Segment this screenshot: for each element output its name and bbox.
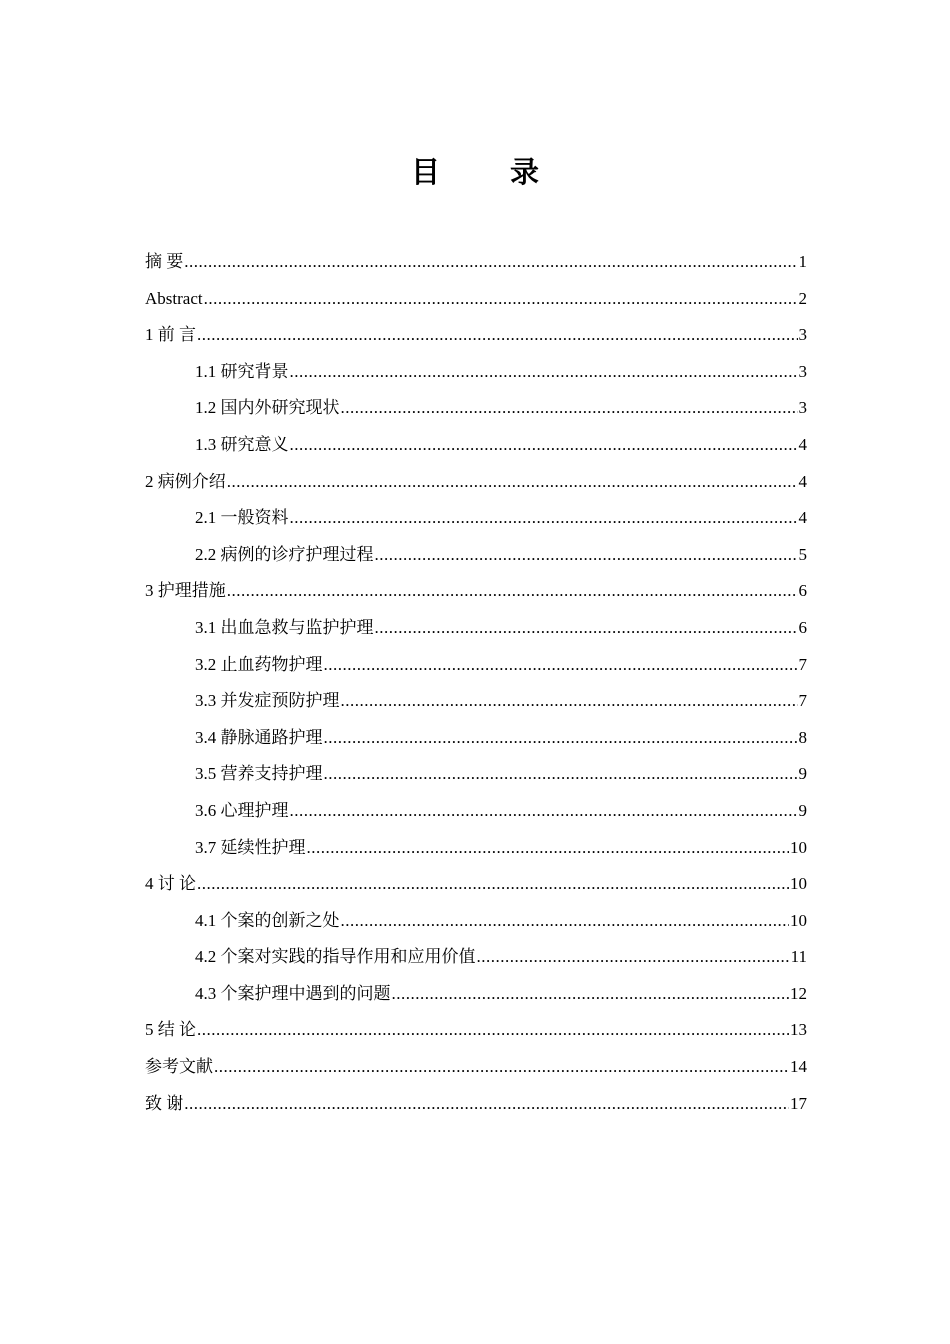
toc-entry[interactable] (145, 976, 807, 1013)
dot-leader (197, 866, 789, 903)
toc-entry-label: 2 病例介绍 (145, 471, 226, 491)
toc-entry-label: 1.3 研究意义 (195, 434, 289, 454)
dot-leader (290, 427, 798, 464)
toc-entry[interactable] (145, 756, 807, 793)
toc-entry-label: 2.1 一般资料 (195, 508, 289, 528)
toc-entry-page-number: 17 (790, 1093, 807, 1113)
toc-entry[interactable] (145, 939, 807, 976)
toc-entry[interactable] (145, 830, 807, 867)
dot-leader (197, 1012, 789, 1049)
dot-leader (477, 939, 790, 976)
toc-entry-page-number: 9 (798, 800, 807, 820)
toc-entry-label: 3.5 营养支持护理 (195, 764, 323, 784)
toc-entry-label: 3.4 静脉通路护理 (195, 727, 323, 747)
toc-entry-label: 4.3 个案护理中遇到的问题 (195, 983, 391, 1003)
toc-entry-page-number: 4 (798, 508, 807, 528)
toc-entry-page-number: 6 (798, 581, 807, 601)
toc-entry-label: 参考文献 (145, 1057, 213, 1077)
toc-entry[interactable] (145, 610, 807, 647)
dot-leader (227, 464, 798, 501)
dot-leader (324, 647, 798, 684)
dot-leader (341, 390, 798, 427)
dot-leader (341, 903, 790, 940)
dot-leader (341, 683, 798, 720)
dot-leader (392, 976, 790, 1013)
toc-entry[interactable] (145, 464, 807, 501)
toc-entry-page-number: 12 (790, 983, 807, 1003)
toc-entry-label: 1 前 言 (145, 325, 196, 345)
toc-entry[interactable] (145, 683, 807, 720)
toc-entry-label: 4.1 个案的创新之处 (195, 910, 340, 930)
dot-leader (197, 317, 798, 354)
dot-leader (204, 281, 798, 318)
dot-leader (214, 1049, 789, 1086)
dot-leader (375, 610, 798, 647)
toc-entry-page-number: 2 (798, 288, 807, 308)
toc-entry[interactable] (145, 903, 807, 940)
toc-entry-label: 3.7 延续性护理 (195, 837, 306, 857)
dot-leader (324, 720, 798, 757)
toc-entry-label: 2.2 病例的诊疗护理过程 (195, 544, 374, 564)
toc-entry-label: 3.1 出血急救与监护护理 (195, 617, 374, 637)
toc-entry-page-number: 9 (798, 764, 807, 784)
toc-entry-page-number: 10 (790, 874, 807, 894)
toc-entry[interactable] (145, 1012, 807, 1049)
toc-entry-page-number: 10 (790, 837, 807, 857)
toc-entry-label: 1.1 研究背景 (195, 361, 289, 381)
toc-entry-label: Abstract (145, 288, 203, 308)
toc-entry-label: 3.3 并发症预防护理 (195, 691, 340, 711)
dot-leader (324, 756, 798, 793)
table-of-contents (145, 244, 807, 1122)
toc-entry-label: 5 结 论 (145, 1020, 196, 1040)
dot-leader (375, 537, 798, 574)
toc-entry-label: 1.2 国内外研究现状 (195, 398, 340, 418)
toc-title: 目 录 (410, 155, 570, 189)
toc-entry-page-number: 7 (798, 654, 807, 674)
toc-entry-page-number: 5 (798, 544, 807, 564)
toc-entry-label: 致 谢 (145, 1093, 184, 1113)
dot-leader (184, 244, 797, 281)
toc-entry[interactable] (145, 390, 807, 427)
toc-entry[interactable] (145, 1086, 807, 1123)
toc-entry[interactable] (145, 427, 807, 464)
toc-entry-page-number: 10 (790, 910, 807, 930)
toc-entry[interactable] (145, 537, 807, 574)
toc-entry-page-number: 8 (798, 727, 807, 747)
toc-entry[interactable] (145, 244, 807, 281)
toc-entry[interactable] (145, 866, 807, 903)
toc-entry[interactable] (145, 317, 807, 354)
toc-entry-label: 3.2 止血药物护理 (195, 654, 323, 674)
dot-leader (184, 1086, 789, 1123)
toc-entry-page-number: 4 (798, 434, 807, 454)
toc-entry[interactable] (145, 647, 807, 684)
toc-entry[interactable] (145, 281, 807, 318)
toc-entry-label: 3 护理措施 (145, 581, 226, 601)
toc-entry[interactable] (145, 354, 807, 391)
toc-entry[interactable] (145, 720, 807, 757)
toc-entry-page-number: 14 (790, 1057, 807, 1077)
toc-entry[interactable] (145, 500, 807, 537)
dot-leader (307, 830, 790, 867)
dot-leader (227, 573, 798, 610)
toc-entry-page-number: 13 (790, 1020, 807, 1040)
toc-entry-page-number: 3 (798, 398, 807, 418)
dot-leader (290, 354, 798, 391)
toc-entry[interactable] (145, 573, 807, 610)
toc-entry-label: 摘 要 (145, 252, 184, 271)
toc-entry-label: 3.6 心理护理 (195, 800, 289, 820)
toc-entry-page-number: 6 (798, 617, 807, 637)
toc-entry[interactable] (145, 793, 807, 830)
toc-entry-label: 4.2 个案对实践的指导作用和应用价值 (195, 947, 476, 967)
toc-entry-label: 4 讨 论 (145, 874, 196, 894)
toc-entry-page-number: 4 (798, 471, 807, 491)
toc-entry-page-number: 11 (790, 947, 807, 967)
toc-entry[interactable] (145, 1049, 807, 1086)
toc-entry-page-number: 1 (798, 252, 807, 271)
dot-leader (290, 793, 798, 830)
dot-leader (290, 500, 798, 537)
toc-entry-page-number: 7 (798, 691, 807, 711)
toc-entry-page-number: 3 (798, 325, 807, 345)
toc-entry-page-number: 3 (798, 361, 807, 381)
